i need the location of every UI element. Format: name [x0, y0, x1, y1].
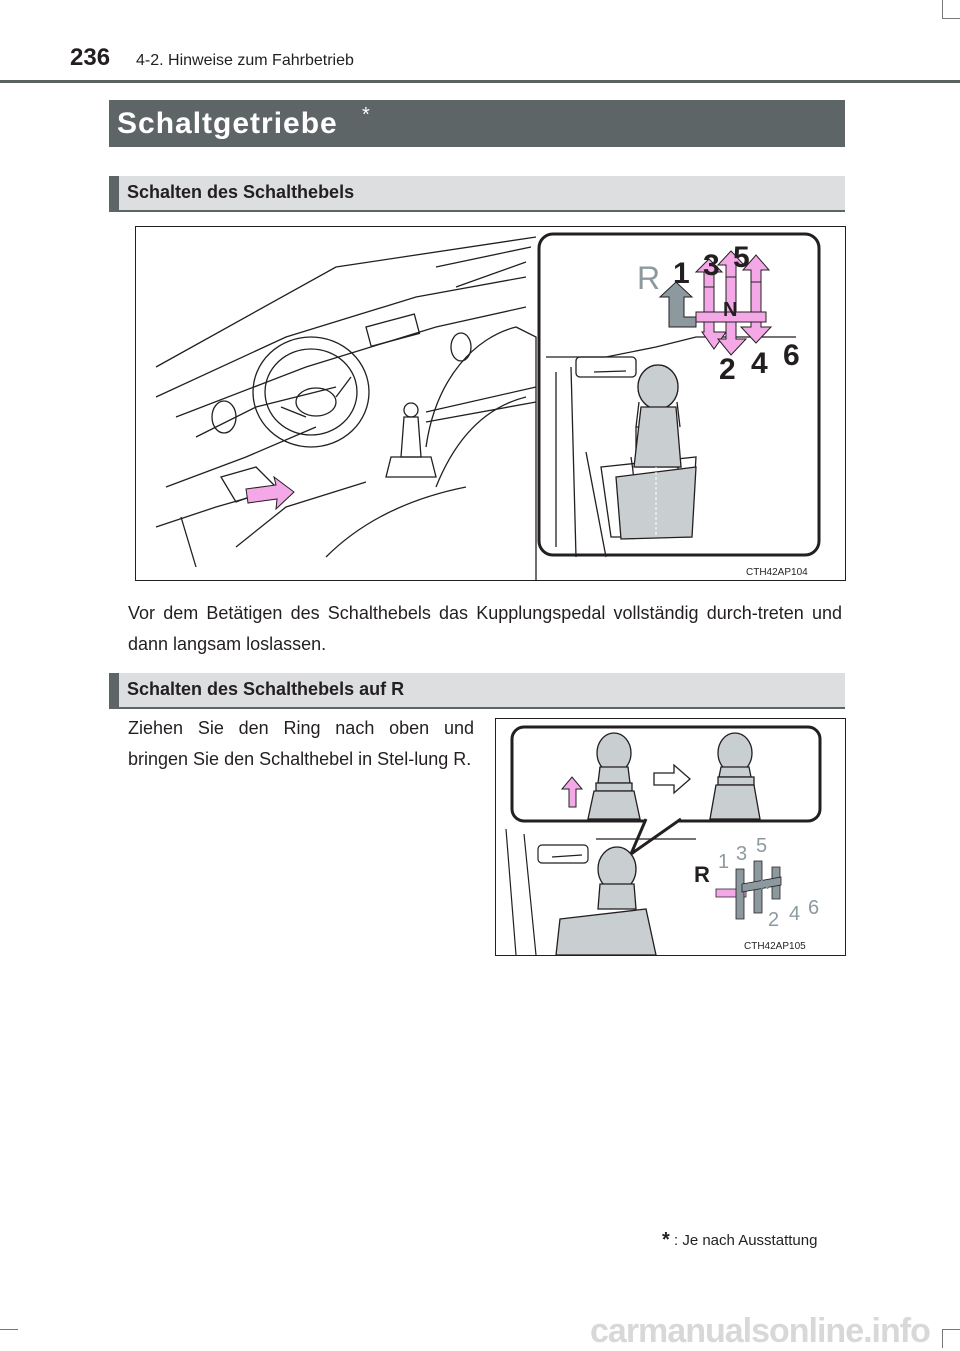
subheading-accent: [109, 673, 119, 707]
gear-label-6: 6: [783, 339, 800, 372]
gear-label-4: 4: [789, 903, 801, 925]
gear-label-n: N: [760, 877, 770, 892]
cockpit-illustration: [136, 227, 845, 580]
gear-label-r: R: [694, 862, 710, 887]
figure-reverse-ring: [495, 718, 846, 956]
gear-label-n: N: [723, 299, 738, 321]
page-title: Schaltgetriebe: [117, 107, 338, 140]
gear-label-r: R: [637, 260, 661, 296]
subheading-bar: [109, 176, 845, 212]
gear-label-5: 5: [733, 241, 750, 274]
watermark: carmanualsonline.info: [590, 1312, 930, 1350]
crop-mark: [942, 1330, 943, 1348]
gear-label-5: 5: [756, 835, 768, 857]
subheading: Schalten des Schalthebels: [127, 182, 355, 202]
gear-label-2: 2: [768, 909, 780, 931]
crop-mark: [942, 18, 960, 19]
footnote-text: : Je nach Ausstattung: [674, 1232, 818, 1249]
gear-label-3: 3: [736, 843, 748, 865]
subheading-bar: [109, 673, 845, 709]
footnote-marker: *: [662, 1229, 670, 1251]
gear-label-1: 1: [673, 257, 690, 290]
crop-mark: [942, 0, 943, 18]
gear-label-1: 1: [718, 851, 730, 873]
figure-code: CTH42AP105: [744, 941, 806, 952]
figure-code: CTH42AP104: [746, 567, 808, 578]
instruction-text: Vor dem Betätigen des Schalthebels das Kupplungspedal vollständig durch-treten und dann langsam loslassen.: [128, 603, 842, 654]
page-number: 236: [70, 44, 111, 71]
gear-label-6: 6: [808, 897, 820, 919]
gear-label-3: 3: [703, 249, 720, 282]
gear-label-4: 4: [751, 347, 768, 380]
header-rule: [0, 80, 960, 83]
gear-label-2: 2: [719, 353, 736, 386]
subheading-accent: [109, 176, 119, 210]
subheading: Schalten des Schalthebels auf R: [127, 679, 405, 699]
figure-shift-lever: [135, 226, 846, 581]
crop-mark: [0, 1329, 18, 1330]
crop-mark: [942, 1329, 960, 1330]
equipment-marker: *: [362, 104, 370, 126]
section-path: 4-2. Hinweise zum Fahrbetrieb: [136, 52, 354, 69]
instruction-text: Ziehen Sie den Ring nach oben und bringen Sie den Schalthebel in Stel-lung R.: [128, 718, 474, 769]
